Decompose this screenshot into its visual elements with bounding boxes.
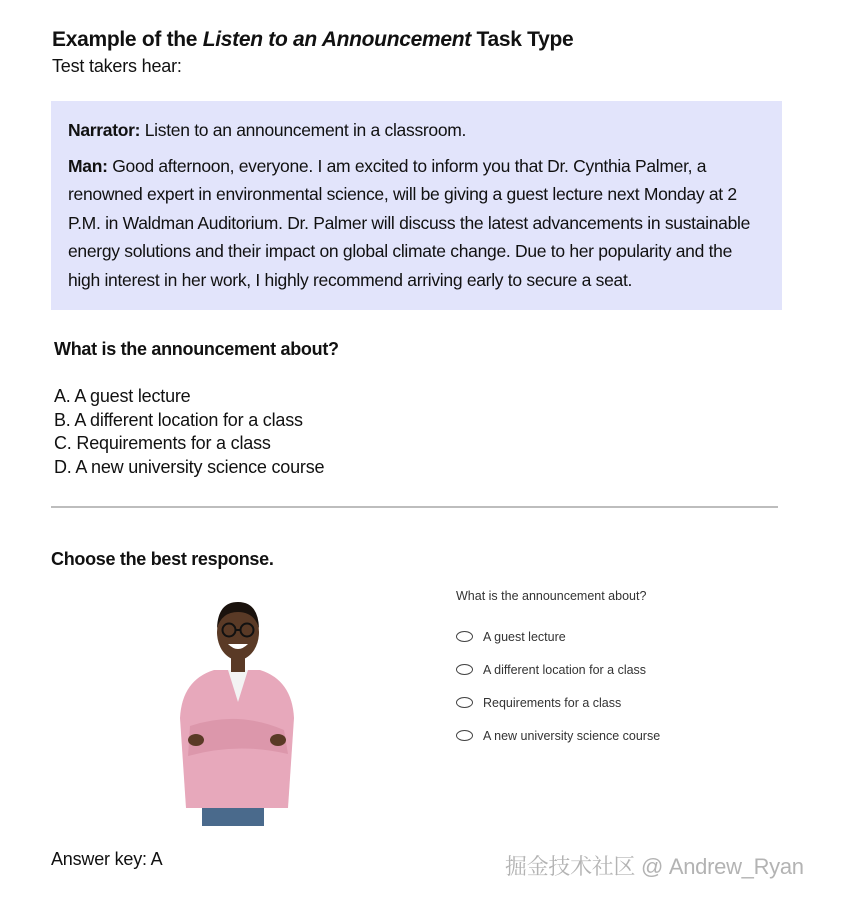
- title-emphasis: Listen to an Announcement: [202, 28, 471, 51]
- ui-option-3[interactable]: [456, 686, 660, 719]
- ui-option-label: A guest lecture: [483, 629, 566, 644]
- speaker-photo: [176, 598, 298, 826]
- option-d: D. A new university science course: [54, 456, 325, 477]
- ui-option-1[interactable]: [456, 620, 660, 653]
- man-label: Man:: [68, 155, 108, 176]
- page-subtitle: Test takers hear:: [52, 56, 182, 76]
- question-heading: What is the announcement about?: [54, 339, 339, 359]
- ui-option-list: [456, 620, 660, 752]
- section-divider: [51, 506, 778, 508]
- narrator-line: [68, 116, 766, 145]
- option-c: C. Requirements for a class: [54, 433, 271, 453]
- answer-key: Answer key: A: [51, 849, 163, 869]
- radio-icon[interactable]: [456, 664, 473, 675]
- watermark: 掘金技术社区 @ Andrew_Ryan: [505, 854, 804, 879]
- radio-icon[interactable]: [456, 730, 473, 741]
- ui-option-label: A different location for a class: [483, 662, 647, 677]
- ui-question-text: What is the announcement about?: [456, 589, 647, 603]
- narrator-label: Narrator:: [68, 120, 141, 140]
- option-b: B. A different location for a class: [54, 409, 303, 430]
- radio-icon[interactable]: [456, 697, 473, 708]
- narrator-text: Listen to an announcement in a classroom.: [140, 120, 467, 140]
- option-a: A. A guest lecture: [54, 386, 191, 406]
- title-prefix: Example of the: [52, 28, 203, 51]
- ui-option-label: A new university science course: [483, 728, 661, 743]
- radio-icon[interactable]: [456, 631, 473, 642]
- option-list: [54, 385, 324, 479]
- page-title: [52, 28, 573, 52]
- man-line: [68, 152, 766, 295]
- choose-heading: Choose the best response.: [51, 549, 274, 569]
- man-text: Good afternoon, everyone. I am excited to inform you that Dr. Cynthia Palmer, a renowned expert in environmental science, will be giving a guest lecture next Monday at 2 P.M. in Waldman Auditorium. Dr. Palmer will discuss the latest advancements in sustainable energy solutions and their impact on global climate change. Due to her popularity and the high interest in her work, I highly recommend arriving early to secure a seat.: [68, 155, 751, 290]
- ui-option-4[interactable]: [456, 719, 660, 752]
- ui-option-2[interactable]: [456, 653, 660, 686]
- ui-option-label: Requirements for a class: [483, 695, 622, 710]
- title-suffix: Task Type: [470, 28, 574, 51]
- transcript-box: [51, 101, 782, 310]
